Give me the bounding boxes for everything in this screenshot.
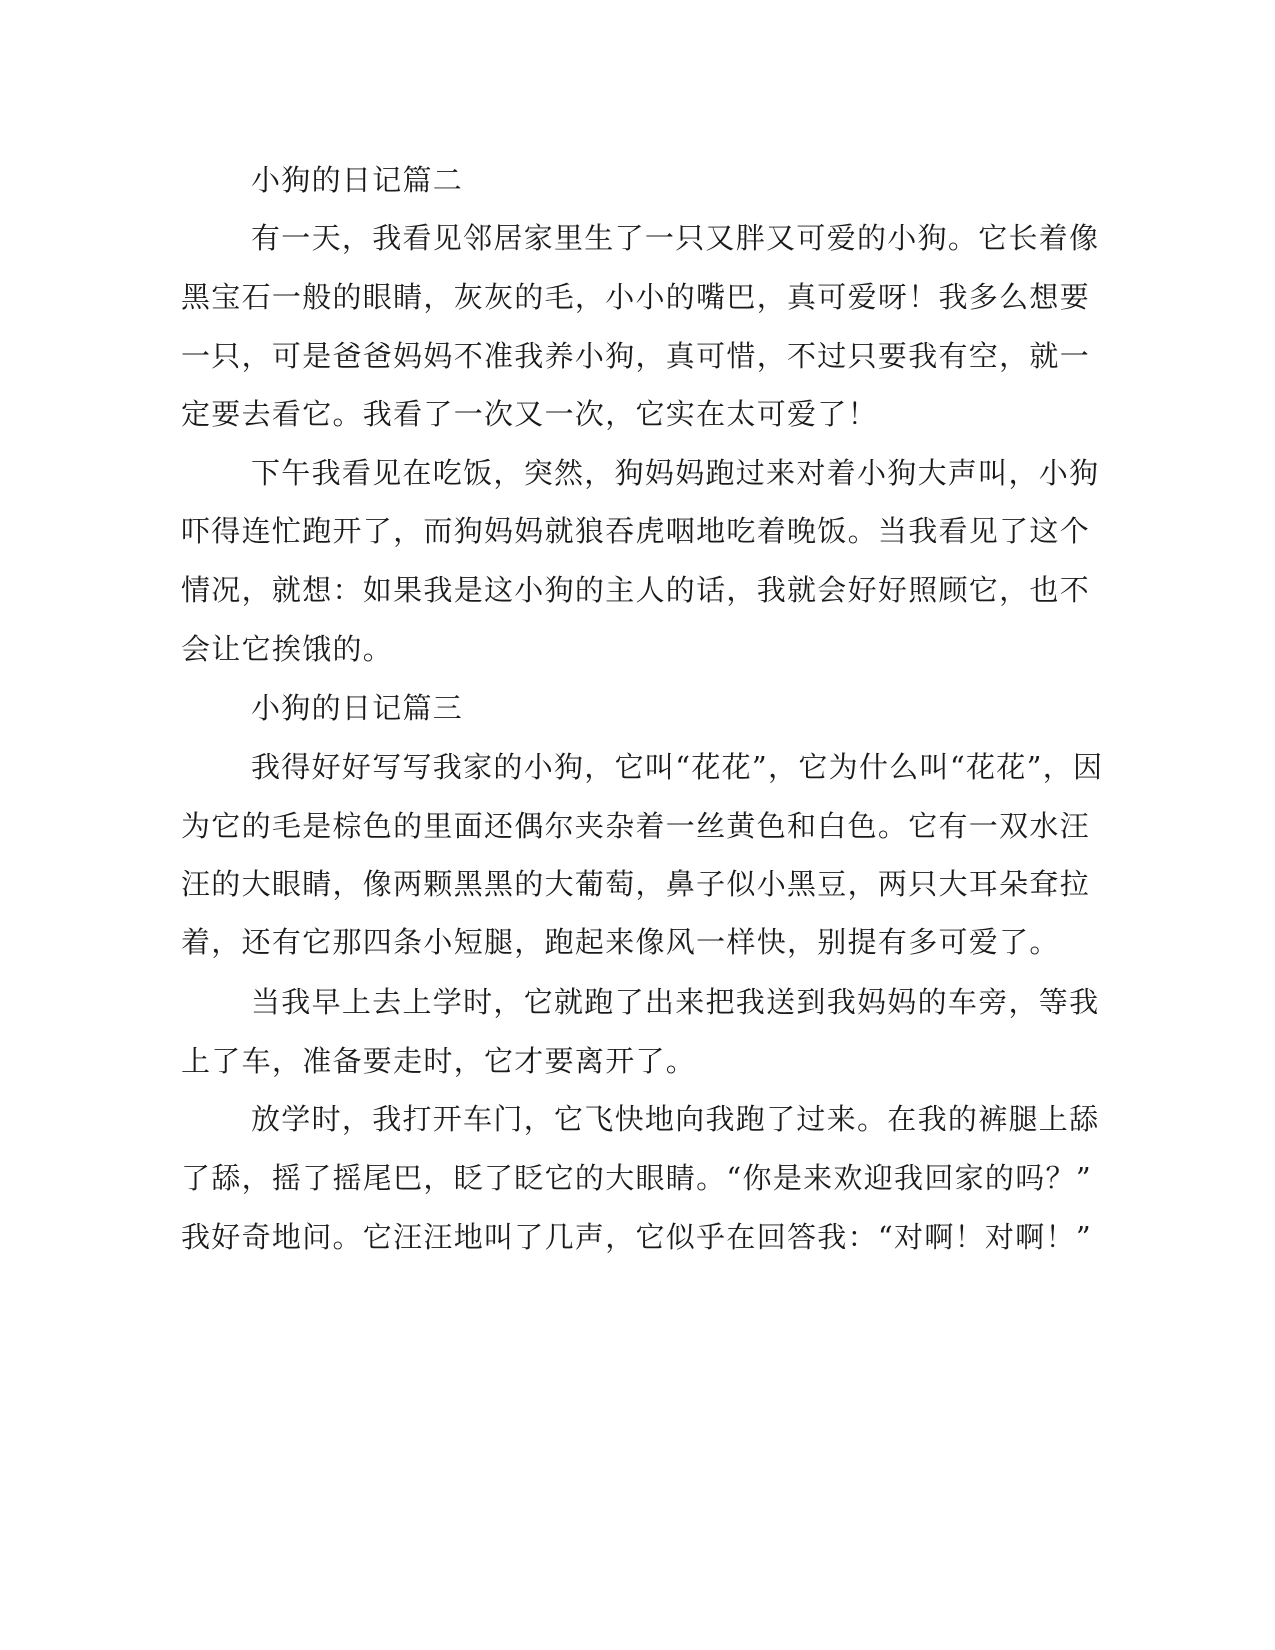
paragraph-3-line-3: 汪的大眼睛，像两颗黑黑的大葡萄，鼻子似小黑豆，两只大耳朵耷拉 xyxy=(181,867,1091,901)
section-heading-3: 小狗的日记篇三 xyxy=(251,691,464,725)
paragraph-1-line-3: 一只，可是爸爸妈妈不准我养小狗，真可惜，不过只要我有空，就一 xyxy=(181,339,1091,373)
paragraph-3-line-1: 我得好好写写我家的小狗，它叫“花花”，它为什么叫“花花”，因 xyxy=(251,750,1104,784)
paragraph-2-line-2: 吓得连忙跑开了，而狗妈妈就狼吞虎咽地吃着晚饭。当我看见了这个 xyxy=(181,514,1091,548)
section-heading-2: 小狗的日记篇二 xyxy=(251,163,464,197)
paragraph-1-line-2: 黑宝石一般的眼睛，灰灰的毛，小小的嘴巴，真可爱呀！我多么想要 xyxy=(181,280,1091,314)
paragraph-5-line-1: 放学时，我打开车门，它飞快地向我跑了过来。在我的裤腿上舔 xyxy=(251,1102,1100,1136)
paragraph-2-line-3: 情况，就想：如果我是这小狗的主人的话，我就会好好照顾它，也不 xyxy=(181,573,1091,607)
paragraph-3-line-2: 为它的毛是棕色的里面还偶尔夹杂着一丝黄色和白色。它有一双水汪 xyxy=(181,809,1091,843)
paragraph-2-line-1: 下午我看见在吃饭，突然，狗妈妈跑过来对着小狗大声叫，小狗 xyxy=(251,456,1100,490)
paragraph-4-line-2: 上了车，准备要走时，它才要离开了。 xyxy=(181,1044,697,1078)
paragraph-1-line-1: 有一天，我看见邻居家里生了一只又胖又可爱的小狗。它长着像 xyxy=(251,221,1100,255)
paragraph-1-line-4: 定要去看它。我看了一次又一次，它实在太可爱了！ xyxy=(181,397,878,431)
paragraph-5-line-2: 了舔，摇了摇尾巴，眨了眨它的大眼睛。“你是来欢迎我回家的吗？” xyxy=(181,1161,1092,1195)
paragraph-5-line-3: 我好奇地问。它汪汪地叫了几声，它似乎在回答我：“对啊！对啊！” xyxy=(181,1220,1092,1254)
paragraph-3-line-4: 着，还有它那四条小短腿，跑起来像风一样快，别提有多可爱了。 xyxy=(181,925,1060,959)
paragraph-4-line-1: 当我早上去上学时，它就跑了出来把我送到我妈妈的车旁，等我 xyxy=(251,985,1100,1019)
paragraph-2-line-4: 会让它挨饿的。 xyxy=(181,632,394,666)
